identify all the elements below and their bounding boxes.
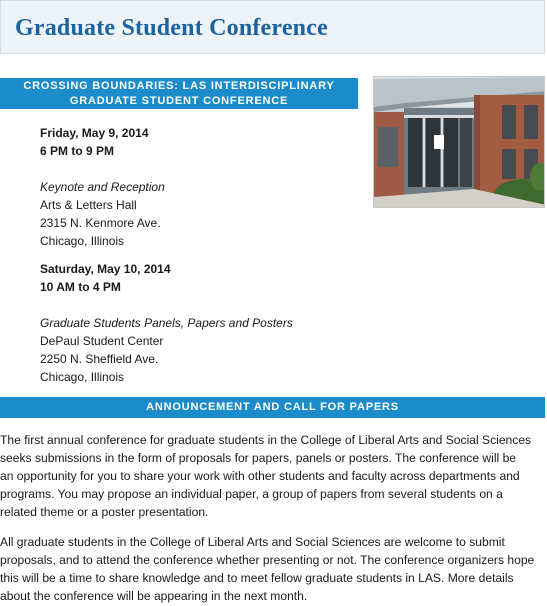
event2-date: Saturday, May 10, 2014: [40, 262, 171, 276]
event1-time: 6 PM to 9 PM: [40, 144, 115, 158]
text-line: this will be a time to share knowledge and to meet fellow graduate students in LAS. More details: [0, 571, 514, 585]
event1-title: Keynote and Reception: [40, 180, 165, 194]
event2-time: 10 AM to 4 PM: [40, 280, 121, 294]
event2-venue: DePaul Student Center: [40, 334, 164, 348]
page-header: [0, 0, 545, 54]
text-line: seeks submissions in the form of proposals for papers, panels or posters. The conference will be: [0, 451, 517, 465]
event-schedule: [40, 124, 360, 386]
event1-address: 2315 N. Kenmore Ave.: [40, 216, 161, 230]
conference-banner-line2: GRADUATE STUDENT CONFERENCE: [69, 95, 289, 107]
text-line: All graduate students in the College of Liberal Arts and Social Sciences are welcome to submit: [0, 535, 505, 549]
announcement-banner: ANNOUNCEMENT AND CALL FOR PAPERS: [0, 397, 545, 418]
text-line: proposals, and to attend the conference whether presenting or not. The conference organizers hope: [0, 553, 535, 567]
conference-banner-line1: CROSSING BOUNDARIES: LAS INTERDISCIPLINARY: [23, 80, 335, 92]
text-line: an opportunity for you to share your work with other students and faculty across departments and: [0, 469, 520, 483]
conference-banner: [0, 78, 358, 109]
page-title: Graduate Student Conference: [15, 15, 328, 41]
event2-city: Chicago, Illinois: [40, 370, 125, 384]
event2-title: Graduate Students Panels, Papers and Posters: [40, 316, 293, 330]
building-photo-image: [374, 77, 545, 208]
event1-date: Friday, May 9, 2014: [40, 126, 149, 140]
text-line: programs. You may propose an individual paper, a group of papers from several students on a: [0, 487, 503, 501]
announcement-paragraph-2: [0, 533, 545, 605]
building-photo: [373, 76, 545, 208]
event2-address: 2250 N. Sheffield Ave.: [40, 352, 159, 366]
event1-city: Chicago, Illinois: [40, 234, 125, 248]
event1-venue: Arts & Letters Hall: [40, 198, 137, 212]
text-line: related theme or a poster presentation.: [0, 505, 209, 519]
text-line: The first annual conference for graduate students in the College of Liberal Arts and Social Sciences: [0, 433, 532, 447]
announcement-paragraph-1: [0, 431, 545, 521]
text-line: about the conference will be appearing in the next month.: [0, 589, 308, 603]
